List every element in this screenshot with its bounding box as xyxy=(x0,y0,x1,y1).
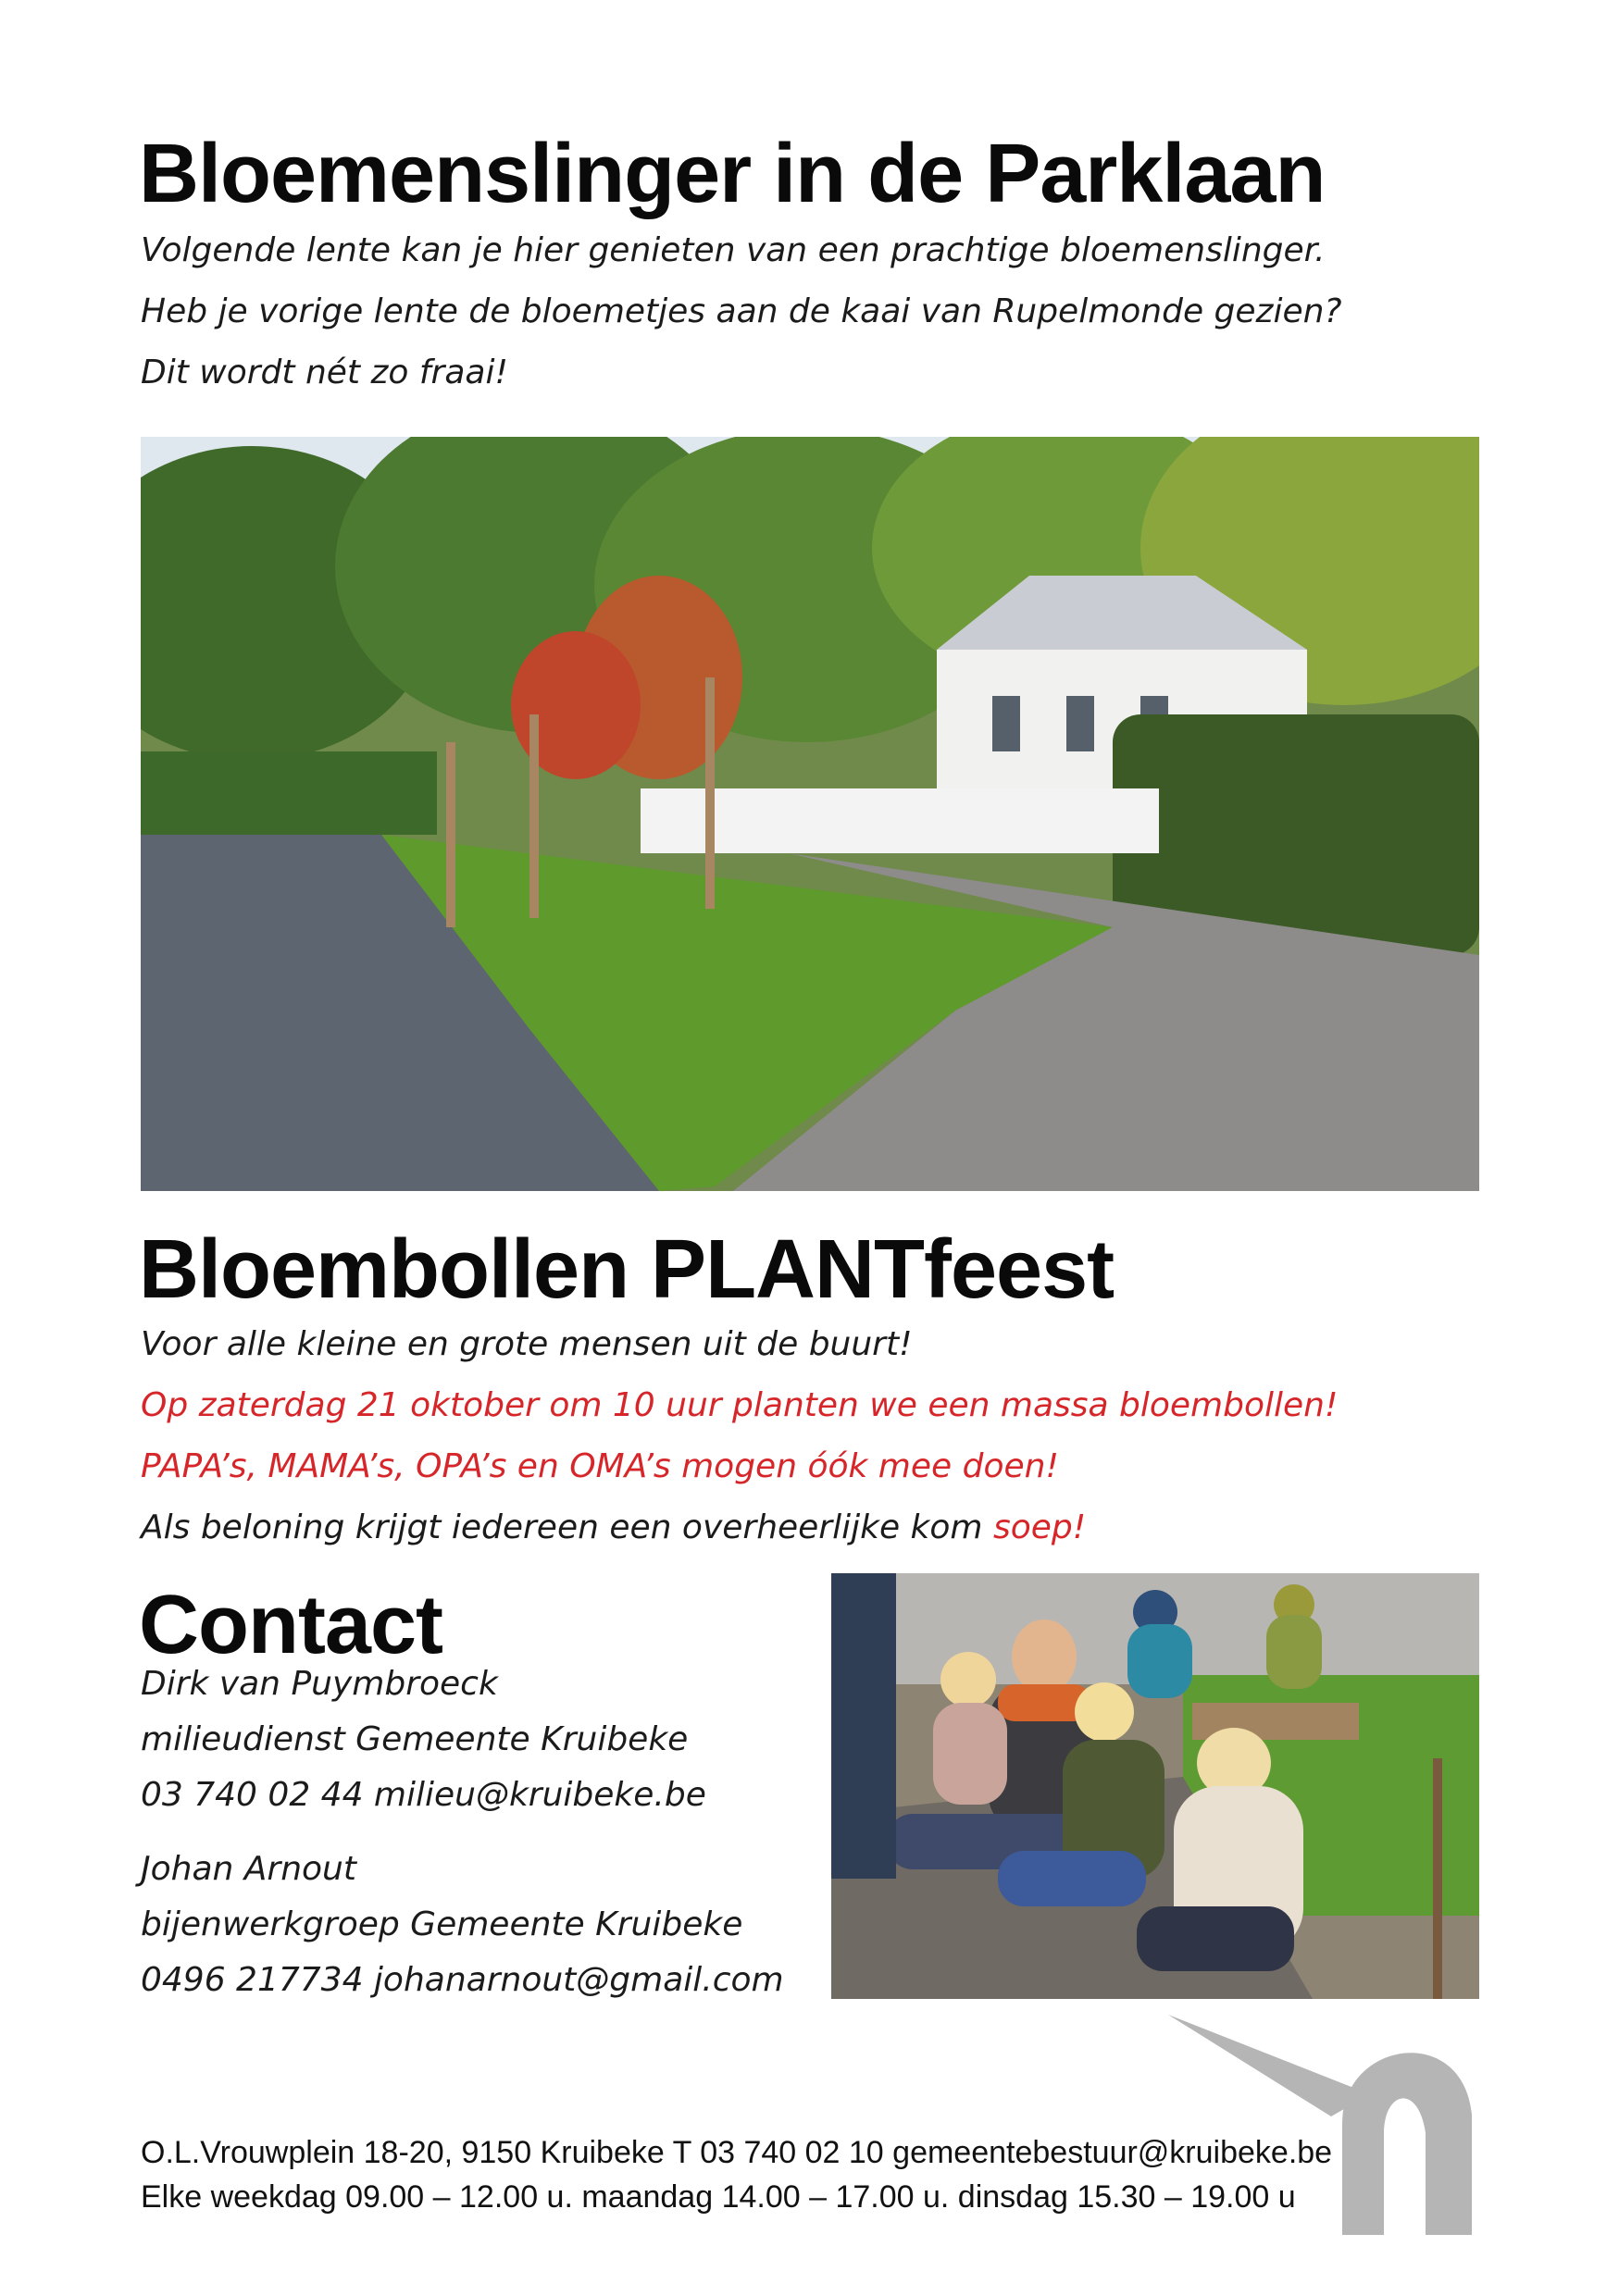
footer-opening-hours: Elke weekdag 09.00 – 12.00 u. maandag 14.00 – 17.00 u. dinsdag 15.30 – 19.00 u xyxy=(141,2179,1296,2215)
section1-title: Bloemenslinger in de Parklaan xyxy=(139,128,1326,220)
street-photo xyxy=(141,437,1479,1191)
section2-line-4 xyxy=(141,1497,1086,1558)
contact-person2-phone-email: 0496 217734 johanarnout@gmail.com xyxy=(141,1961,784,1999)
contact-person2-org: bijenwerkgroep Gemeente Kruibeke xyxy=(141,1905,743,1943)
children-photo xyxy=(831,1573,1479,1999)
contact-person1-name: Dirk van Puymbroeck xyxy=(141,1665,498,1703)
section2-line-2: Op zaterdag 21 oktober om 10 uur planten we een massa bloembollen! xyxy=(141,1386,1339,1424)
section2-line-4-text: Als beloning krijgt iedereen een overheerlijke kom xyxy=(141,1508,983,1546)
section2-line-4-highlight: soep! xyxy=(992,1508,1087,1546)
contact-person1-org: milieudienst Gemeente Kruibeke xyxy=(141,1720,689,1758)
section1-line-3: Dit wordt nét zo fraai! xyxy=(141,354,508,391)
footer-address: O.L.Vrouwplein 18-20, 9150 Kruibeke T 03 740 02 10 gemeentebestuur@kruibeke.be xyxy=(141,2135,1333,2170)
contact-title: Contact xyxy=(139,1579,442,1671)
section2-line-1: Voor alle kleine en grote mensen uit de buurt! xyxy=(141,1325,913,1363)
section1-line-1: Volgende lente kan je hier genieten van een prachtige bloemenslinger. xyxy=(141,231,1326,269)
contact-person2-name: Johan Arnout xyxy=(141,1850,356,1888)
section1-line-2: Heb je vorige lente de bloemetjes aan de kaai van Rupelmonde gezien? xyxy=(141,292,1342,330)
section2-line-3: PAPA’s, MAMA’s, OPA’s en OMA’s mogen óók mee doen! xyxy=(141,1447,1059,1485)
section2-title: Bloembollen PLANTfeest xyxy=(139,1223,1115,1316)
contact-person1-phone-email: 03 740 02 44 milieu@kruibeke.be xyxy=(141,1776,706,1814)
